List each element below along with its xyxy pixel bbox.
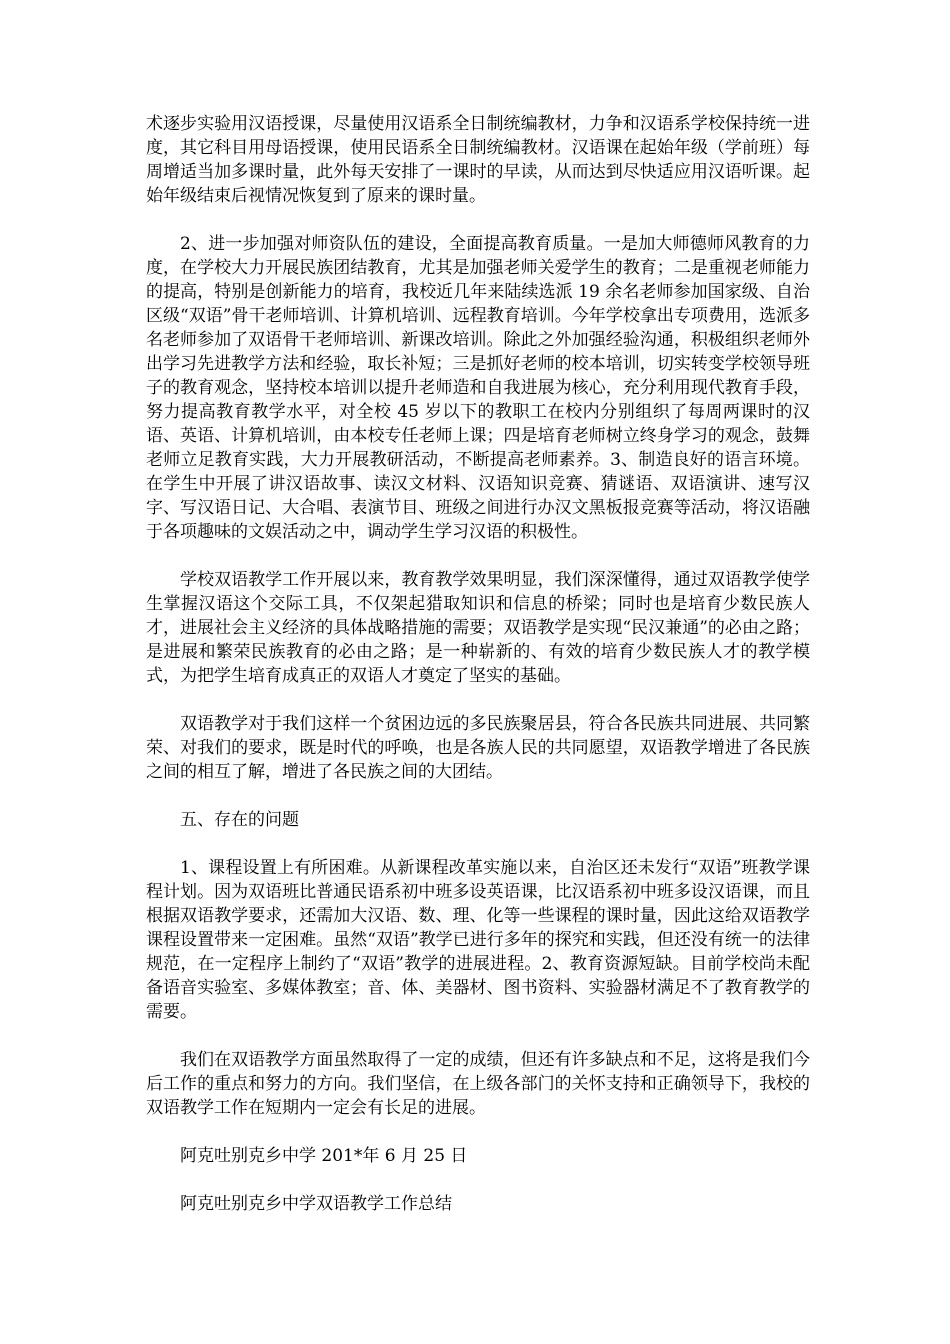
paragraph-teaching-results: 学校双语教学工作开展以来，教育教学效果明显，我们深深懂得，通过双语教学使学生掌握汉语这个交际工具，不仅架起猎取知识和信息的桥梁；同时也是培育少数民族人才，进展社会主义经济的具体战略措施的需要；双语教学是实现“民汉兼通”的必由之路；是进展和繁荣民族教育的必由之路；是一种崭新的、有效的培育少数民族人才的教学模式，为把学生培育成真正的双语人才奠定了坚实的基础。 <box>146 570 810 686</box>
paragraph-continuation: 术逐步实验用汉语授课，尽量使用汉语系全日制统编教材，力争和汉语系学校保持统一进度，其它科目用母语授课，使用民语系全日制统编教材。汉语课在起始年级（学前班）每周增适当加多课时量，此外每天安排了一课时的早读，从而达到尽快适应用汉语听课。起始年级结束后视情况恢复到了原来的课时量。 <box>146 114 810 206</box>
paragraph-teacher-training: 2、进一步加强对师资队伍的建设，全面提高教育质量。一是加大师德师风教育的力度，在学校大力开展民族团结教育，尤其是加强老师关爱学生的教育；二是重视老师能力的提高，特别是创新能力的培育，我校近几年来陆续选派 19 余名老师参加国家级、自治区级“双语”骨干老师培训、计算机培训、远程教育培训。今年学校拿出专项费用，选派多名老师参加了双语骨干老师培训、新课改培训。除此之外加强经验沟通，积极组织老师外出学习先进教学方法和经验，取长补短；三是抓好老师的校本培训，切实转变学校领导班子的教育观念，坚持校本培训以提升老师造和自我进展为核心，充分利用现代教育手段，努力提高教育教学水平，对全校 45 岁以下的教职工在校内分别组织了每周两课时的汉语、英语、计算机培训，由本校专任老师上课；四是培育老师树立终身学习的观念，鼓舞老师立足教育实践，大力开展教研活动，不断提高老师素养。3、制造良好的语言环境。在学生中开展了讲汉语故事、读汉文材料、汉语知识竞赛、猜谜语、双语演讲、速写汉字、写汉语日记、大合唱、表演节目、班级之间进行办汉文黑板报竞赛等活动，将汉语融于各项趣味的文娱活动之中，调动学生学习汉语的积极性。 <box>146 234 810 542</box>
section-heading-problems: 五、存在的问题 <box>180 810 299 830</box>
document-body <box>146 112 810 1240</box>
paragraph-significance: 双语教学对于我们这样一个贫困边远的多民族聚居县，符合各民族共同进展、共同繁荣、对我们的要求，既是时代的呼唤，也是各族人民的共同愿望，双语教学增进了各民族之间的相互了解，增进了各民族之间的大团结。 <box>146 714 810 782</box>
document-title-footer: 阿克吐别克乡中学双语教学工作总结 <box>180 1194 452 1214</box>
paragraph-conclusion: 我们在双语教学方面虽然取得了一定的成绩，但还有许多缺点和不足，这将是我们今后工作的重点和努力的方向。我们坚信，在上级各部门的关怀支持和正确领导下，我校的双语教学工作在短期内一定会有长足的进展。 <box>146 1050 810 1118</box>
signature-date: 阿克吐别克乡中学 201*年 6 月 25 日 <box>180 1146 468 1166</box>
paragraph-problems: 1、课程设置上有所困难。从新课程改革实施以来，自治区还未发行“双语”班教学课程计划。因为双语班比普通民语系初中班多设英语课，比汉语系初中班多设汉语课，而且根据双语教学要求，还需加大汉语、数、理、化等一些课程的课时量，因此这给双语教学课程设置带来一定困难。虽然“双语”教学已进行多年的探究和实践，但还没有统一的法律规范，在一定程序上制约了“双语”教学的进展进程。2、教育资源短缺。目前学校尚未配备语音实验室、多媒体教室；音、体、美器材、图书资料、实验器材满足不了教育教学的需要。 <box>146 858 810 1022</box>
